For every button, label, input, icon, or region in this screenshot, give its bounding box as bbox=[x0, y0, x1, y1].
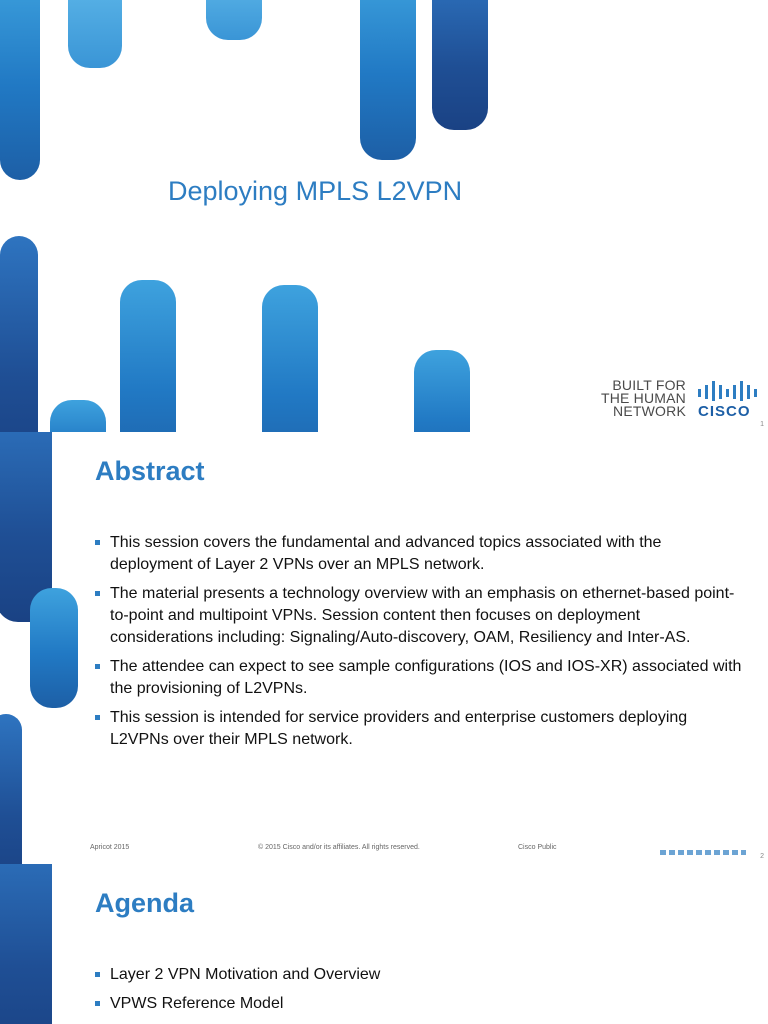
title-slide bbox=[0, 0, 768, 432]
bullet-text: VPWS Reference Model bbox=[110, 995, 284, 1012]
decor-bar bbox=[414, 350, 470, 432]
slide-heading: Abstract bbox=[95, 456, 205, 486]
bullet-text: This session is intended for service providers and enterprise customers deploying L2VPNs over their MPLS network. bbox=[110, 709, 688, 748]
decor-bar bbox=[0, 714, 22, 864]
bullet-square-icon bbox=[95, 715, 100, 720]
footer-event: Apricot 2015 bbox=[90, 844, 130, 851]
bullet-square-icon bbox=[95, 1001, 100, 1006]
tagline bbox=[601, 379, 686, 418]
list-item bbox=[95, 656, 745, 700]
decor-bar bbox=[120, 280, 176, 432]
list-item bbox=[95, 993, 745, 1015]
bullet-square-icon bbox=[95, 664, 100, 669]
decor-bar bbox=[0, 864, 52, 1024]
cisco-logo-text: CISCO bbox=[698, 403, 751, 420]
bullet-text: Layer 2 VPN Motivation and Overview bbox=[110, 966, 381, 983]
bullet-list bbox=[95, 532, 745, 758]
decor-bar bbox=[432, 0, 488, 130]
list-item bbox=[95, 707, 745, 751]
deck-title: Deploying MPLS L2VPN bbox=[168, 176, 463, 206]
decor-bar bbox=[206, 0, 262, 40]
decor-bar bbox=[30, 588, 78, 708]
decor-bar bbox=[0, 236, 38, 432]
list-item bbox=[95, 964, 745, 986]
bullet-list bbox=[95, 964, 745, 1022]
decor-bar bbox=[0, 0, 40, 180]
list-item bbox=[95, 532, 745, 576]
agenda-slide bbox=[0, 864, 768, 1024]
page-number: 2 bbox=[760, 853, 764, 860]
bullet-text: This session covers the fundamental and advanced topics associated with the deployment of Layer 2 VPNs over an MPLS network. bbox=[110, 534, 662, 573]
bullet-text: The material presents a technology overview with an emphasis on ethernet-based point-to-point and multipoint VPNs. Session content then focuses on deployment considerations including: Signaling/Auto-discovery, OAM, Resiliency and Inter-AS. bbox=[110, 585, 735, 646]
decor-bar bbox=[262, 285, 318, 432]
bullet-square-icon bbox=[95, 540, 100, 545]
slide-heading: Agenda bbox=[95, 888, 195, 918]
decor-bar bbox=[50, 400, 106, 432]
bullet-square-icon bbox=[95, 972, 100, 977]
tagline-line: BUILT FOR bbox=[612, 377, 686, 393]
footer-classification: Cisco Public bbox=[518, 844, 557, 851]
footer-copyright: © 2015 Cisco and/or its affiliates. All rights reserved. bbox=[258, 844, 420, 851]
tagline-line: THE HUMAN bbox=[600, 390, 686, 406]
decor-bar bbox=[68, 0, 122, 68]
bullet-text: The attendee can expect to see sample configurations (IOS and IOS-XR) associated with the provisioning of L2VPNs. bbox=[110, 658, 742, 697]
list-item bbox=[95, 583, 745, 649]
tagline-line: NETWORK bbox=[613, 403, 686, 419]
bullet-square-icon bbox=[95, 591, 100, 596]
abstract-slide bbox=[0, 432, 768, 864]
decor-bar bbox=[360, 0, 416, 160]
cisco-footer-logo-icon bbox=[660, 850, 746, 855]
page-number: 1 bbox=[760, 421, 764, 428]
